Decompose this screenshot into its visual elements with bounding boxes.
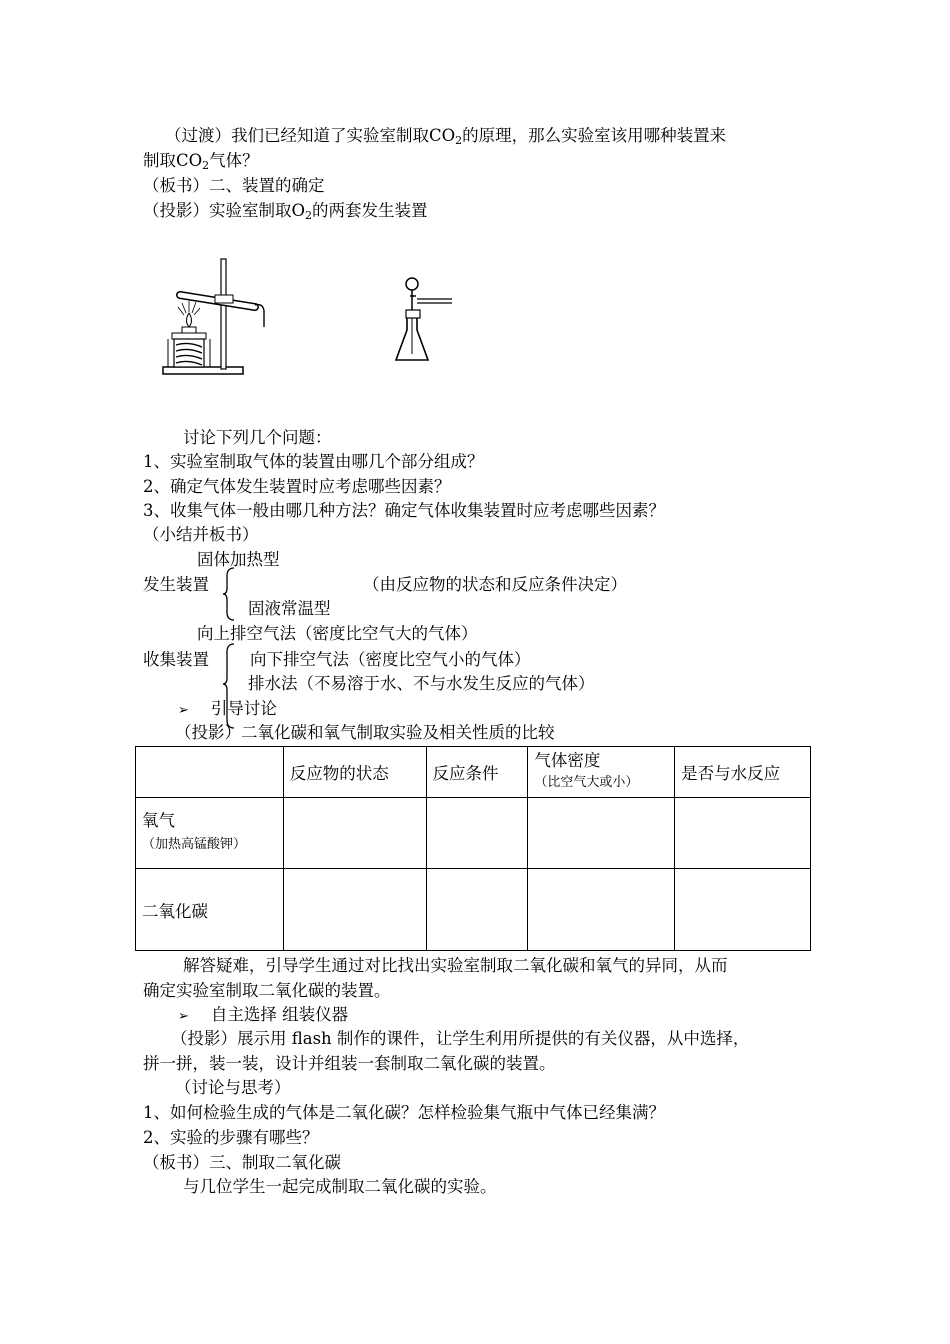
answer-line2: 确定实验室制取二氧化碳的装置。 [143, 981, 391, 1000]
row-label-co2: 二氧化碳 [136, 869, 284, 951]
text: （过渡）我们已经知道了实验室制取 [165, 126, 429, 145]
table-header-cell [528, 747, 675, 798]
table-row [136, 869, 811, 951]
subscript: 2 [305, 209, 313, 222]
table-header-cell: 反应物的状态 [283, 747, 426, 798]
answer-line1: 解答疑难，引导学生通过对比找出实验室制取二氧化碳和氧气的异同，从而 [183, 956, 728, 975]
density-header: 气体密度 [534, 751, 601, 770]
final-line: 与几位学生一起完成制取二氧化碳的实验。 [183, 1177, 497, 1196]
question-3: 3、收集气体一般由哪几种方法？确定气体收集装置时应考虑哪些因素？ [143, 501, 665, 520]
oxygen-method: （加热高锰酸钾） [142, 837, 247, 852]
density-subheader: （比空气大或小） [534, 775, 639, 790]
text: （投影）实验室制取 [143, 201, 292, 220]
table-header-cell: 是否与水反应 [675, 747, 811, 798]
think-question-1: 1、如何检验生成的气体是二氧化碳？怎样检验集气瓶中气体已经集满？ [143, 1103, 665, 1122]
table-cell [675, 869, 811, 951]
think-label: （讨论与思考） [175, 1078, 291, 1097]
formula: CO [176, 151, 203, 170]
gen-brace-icon [222, 566, 236, 622]
bullet-arrow-icon: ➢ [178, 1009, 189, 1024]
board-heading-2: （板书）二、装置的确定 [143, 176, 325, 195]
col-option-upward: 向上排空气法（密度比空气大的气体） [197, 624, 478, 643]
table-cell [426, 798, 528, 869]
table-cell [528, 798, 675, 869]
text: 的原理，那么实验室该用哪种装置来 [462, 126, 727, 145]
projection-comparison-title: （投影）二氧化碳和氧气制取实验及相关性质的比较 [175, 723, 555, 742]
projection-line [143, 200, 428, 222]
select-bullet [178, 1004, 348, 1028]
select-text: 自主选择 组装仪器 [210, 1005, 349, 1024]
table-cell [283, 869, 426, 951]
table-header-cell [136, 747, 284, 798]
subscript: 2 [455, 134, 463, 147]
table-cell [528, 869, 675, 951]
col-label: 收集装置 [143, 650, 209, 669]
text: 制取 [143, 151, 176, 170]
col-option-water: 排水法（不易溶于水、不与水发生反应的气体） [248, 674, 595, 693]
table-cell [675, 798, 811, 869]
think-question-2: 2、实验的步骤有哪些？ [143, 1128, 319, 1147]
table-row [136, 798, 811, 869]
formula: CO [429, 126, 456, 145]
transition-paragraph-line1 [165, 125, 726, 147]
table-header-row [136, 747, 811, 798]
text: 气体？ [209, 151, 259, 170]
flask-apparatus-figure [388, 272, 458, 372]
gen-option-solid-heating: 固体加热型 [197, 550, 280, 569]
bullet-arrow-icon: ➢ [178, 703, 189, 718]
subscript: 2 [202, 159, 210, 172]
text: 的两套发生装置 [312, 201, 428, 220]
table-cell [426, 869, 528, 951]
gen-note: （由反应物的状态和反应条件决定） [363, 575, 627, 594]
row-label-oxygen [136, 798, 284, 869]
table-header-cell: 反应条件 [426, 747, 528, 798]
comparison-table [135, 746, 811, 951]
projection-flash-line1: （投影）展示用 flash 制作的课件，让学生利用所提供的有关仪器，从中选择， [171, 1029, 750, 1048]
projection-flash-line2: 拼一拼，装一装，设计并组装一套制取二氧化碳的装置。 [143, 1054, 556, 1073]
question-1: 1、实验室制取气体的装置由哪几个部分组成？ [143, 452, 484, 471]
gen-option-solid-liquid: 固液常温型 [248, 599, 331, 618]
gen-label: 发生装置 [143, 575, 209, 594]
col-option-downward: 向下排空气法（密度比空气小的气体） [250, 650, 531, 669]
board-heading-3: （板书）三、制取二氧化碳 [143, 1153, 341, 1172]
question-2: 2、确定气体发生装置时应考虑哪些因素？ [143, 477, 451, 496]
formula: O [291, 201, 306, 220]
oxygen-label: 氧气 [142, 811, 175, 830]
heating-apparatus-figure [160, 255, 275, 377]
guide-bullet [178, 698, 277, 722]
transition-paragraph-line2 [143, 150, 259, 172]
table-cell [283, 798, 426, 869]
guide-text: 引导讨论 [210, 699, 277, 718]
summary-label: （小结并板书） [143, 525, 259, 544]
discussion-intro: 讨论下列几个问题： [183, 428, 332, 447]
